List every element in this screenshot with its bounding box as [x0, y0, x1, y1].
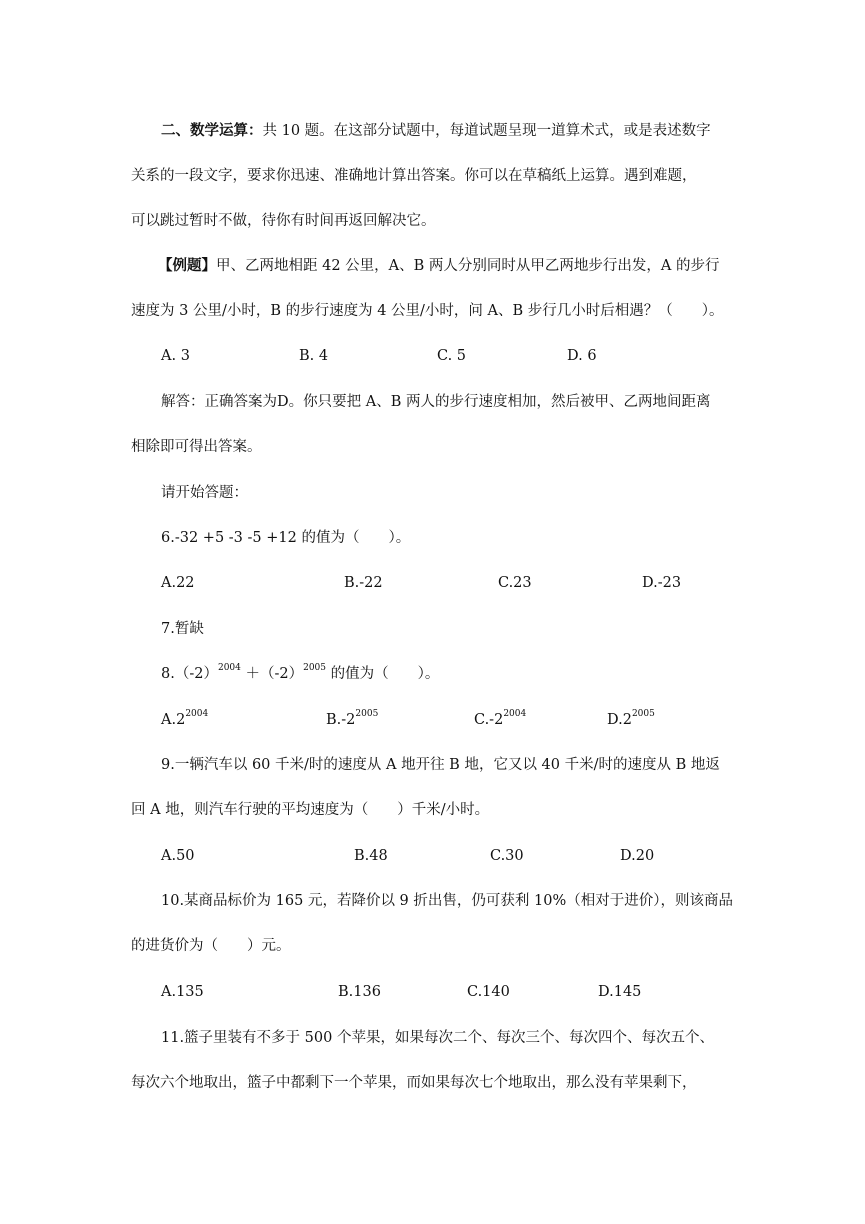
example-line-2: 速度为 3 公里/小时，B 的步行速度为 4 公里/小时，问 A、B 步行几小时后相遇？（ ）。 — [131, 303, 724, 319]
question-7: 7.暂缺 — [161, 621, 204, 637]
example-answer-line-2: 相除即可得出答案。 — [131, 439, 262, 455]
question-9-line-2: 回 A 地，则汽车行驶的平均速度为（ ）千米/小时。 — [131, 802, 490, 818]
example-option-d: D. 6 — [567, 348, 597, 364]
section-intro-line-1 — [161, 121, 711, 141]
question-6: 6.-32 +5 -3 -5 +12 的值为（ ）。 — [161, 530, 411, 546]
q8-option-d — [607, 710, 655, 730]
example-answer-line-1: 解答：正确答案为D。你只要把 A、B 两人的步行速度相加，然后被甲、乙两地间距离 — [161, 394, 711, 410]
section-intro-line-3: 可以跳过暂时不做，待你有时间再返回解决它。 — [131, 213, 436, 229]
q9-option-a: A.50 — [161, 848, 195, 864]
q10-option-c: C.140 — [467, 984, 510, 1000]
q8-option-a-exp: 2004 — [185, 709, 209, 720]
q9-option-d: D.20 — [620, 848, 655, 864]
example-line-1 — [158, 256, 719, 276]
q8-exponent-2: 2005 — [303, 663, 327, 674]
example-option-b: B. 4 — [299, 348, 329, 364]
q10-option-a: A.135 — [161, 984, 204, 1000]
q8-option-d-base: D.2 — [607, 712, 632, 728]
q8-option-b-exp: 2005 — [355, 709, 379, 720]
q8-option-b-base: B.-2 — [326, 712, 356, 728]
question-9-line-1: 9.一辆汽车以 60 千米/时的速度从 A 地开往 B 地，它又以 40 千米/时的速度从 B 地返 — [161, 757, 720, 773]
q10-option-d: D.145 — [598, 984, 642, 1000]
question-8 — [161, 664, 439, 684]
q8-mid: ＋（-2） — [245, 666, 304, 682]
q8-option-c-base: C.-2 — [474, 712, 504, 728]
q8-option-a — [161, 710, 208, 730]
q8-suffix: 的值为（ ）。 — [330, 666, 440, 682]
q8-option-d-exp: 2005 — [631, 709, 655, 720]
question-10-line-1: 10.某商品标价为 165 元，若降价以 9 折出售，仍可获利 10%（相对于进价），则该商品 — [161, 893, 733, 909]
start-prompt: 请开始答题： — [161, 485, 248, 501]
question-10-line-2: 的进货价为（ ）元。 — [131, 938, 291, 954]
question-11-line-2: 每次六个地取出，篮子中都剩下一个苹果，而如果每次七个地取出，那么没有苹果剩下， — [131, 1075, 697, 1091]
q6-option-c: C.23 — [498, 575, 532, 591]
q6-option-d: D.-23 — [642, 575, 682, 591]
q9-option-b: B.48 — [354, 848, 388, 864]
section-intro-line-2: 关系的一段文字，要求你迅速、准确地计算出答案。你可以在草稿纸上运算。遇到难题， — [131, 168, 697, 184]
example-option-c: C. 5 — [437, 348, 467, 364]
q10-option-b: B.136 — [338, 984, 381, 1000]
q6-option-b: B.-22 — [344, 575, 383, 591]
q6-option-a: A.22 — [161, 575, 195, 591]
section-heading: 二、数学运算： — [161, 122, 263, 139]
q8-prefix: 8.（-2） — [161, 666, 218, 682]
example-option-a: A. 3 — [161, 348, 190, 364]
q8-option-c — [474, 710, 526, 730]
q8-option-a-base: A.2 — [161, 712, 186, 728]
example-label: 【例题】 — [158, 257, 216, 274]
example-text: 甲、乙两地相距 42 公里，A、B 两人分别同时从甲乙两地步行出发，A 的步行 — [216, 258, 720, 274]
q8-exponent-1: 2004 — [217, 663, 241, 674]
question-11-line-1: 11.篮子里装有不多于 500 个苹果，如果每次二个、每次三个、每次四个、每次五个、 — [161, 1030, 714, 1046]
q8-option-c-exp: 2004 — [503, 709, 527, 720]
q9-option-c: C.30 — [490, 848, 524, 864]
section-intro-text: 共 10 题。在这部分试题中，每道试题呈现一道算术式，或是表述数字 — [262, 123, 711, 139]
q8-option-b — [326, 710, 378, 730]
